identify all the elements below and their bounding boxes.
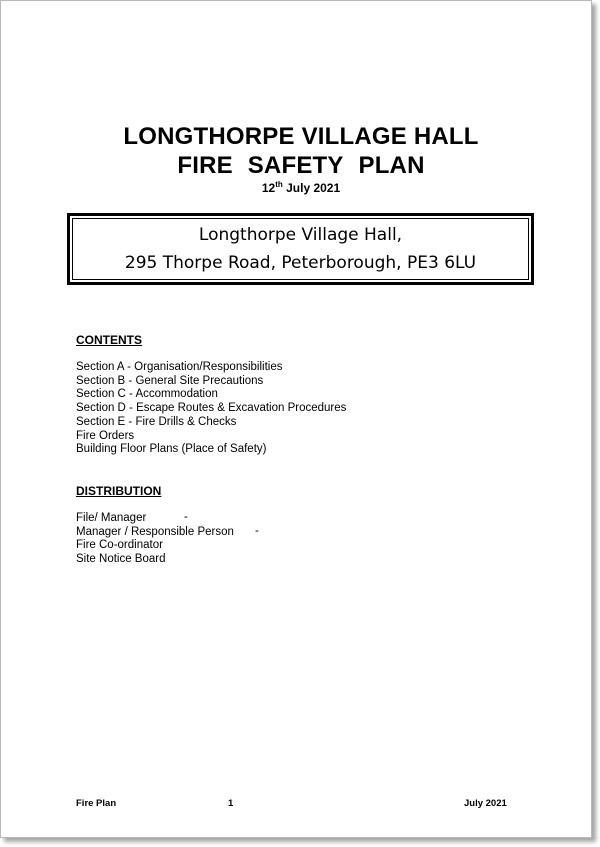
address-box [67, 213, 534, 285]
contents-item: Section D - Escape Routes & Excavation Procedures [76, 402, 347, 415]
contents-heading: CONTENTS [76, 333, 142, 347]
contents-item: Building Floor Plans (Place of Safety) [76, 443, 267, 456]
contents-list [76, 361, 346, 457]
distribution-item: Site Notice Board [76, 553, 166, 566]
distribution-dash: - [255, 525, 259, 537]
document-subtitle [1, 152, 600, 180]
document-date [1, 180, 600, 195]
address-inner [72, 218, 529, 280]
contents-item: Section E - Fire Drills & Checks [76, 415, 237, 428]
subtitle-word: FIRE [177, 152, 233, 179]
distribution-dash: - [184, 511, 188, 523]
contents-item: Section A - Organisation/Responsibilities [76, 361, 283, 373]
subtitle-word: SAFETY [247, 152, 344, 179]
document-title: LONGTHORPE VILLAGE HALL [123, 123, 479, 150]
date-rest: July 2021 [282, 181, 341, 195]
contents-item: Fire Orders [76, 429, 135, 442]
footer-doc-name: Fire Plan [76, 798, 117, 809]
date-day: 12 [261, 181, 276, 195]
contents-item: Section B - General Site Precautions [76, 374, 264, 387]
footer-page-number: 1 [228, 798, 234, 809]
address-line-2: 295 Thorpe Road, Peterborough, PE3 6LU [124, 253, 477, 273]
distribution-item: Fire Co-ordinator [76, 539, 163, 552]
subtitle-word: PLAN [358, 152, 425, 179]
distribution-heading: DISTRIBUTION [76, 484, 162, 498]
date-suffix: th [275, 180, 283, 189]
distribution-list [76, 512, 234, 567]
contents-item: Section C - Accommodation [76, 388, 218, 401]
address-line-1: Longthorpe Village Hall, [198, 225, 403, 245]
distribution-item: File/ Manager [76, 512, 147, 524]
footer-date: July 2021 [464, 798, 507, 809]
distribution-item: Manager / Responsible Person [76, 525, 234, 538]
